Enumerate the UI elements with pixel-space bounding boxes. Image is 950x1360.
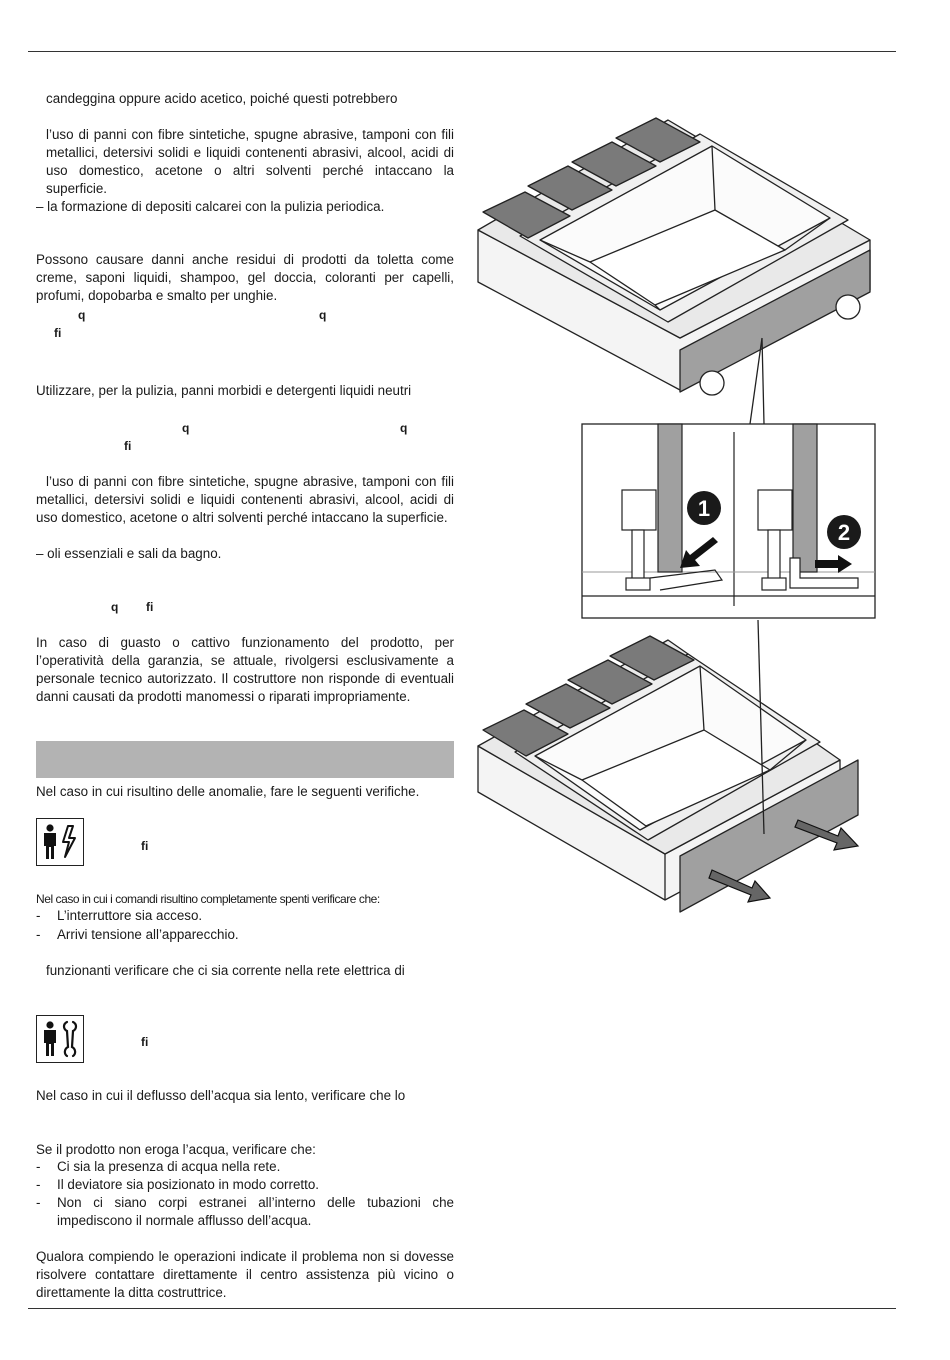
frag-q-2: q	[319, 308, 327, 322]
bullet-dash: -	[36, 908, 41, 923]
para-qualora: Qualora compiendo le operazioni indicate il problema non si dovesse risolvere contattare direttamente il centro assistenza più vicino o direttamente la ditta costruttrice.	[36, 1249, 454, 1300]
bullet-text: Non ci siano corpi estranei all’interno delle tubazioni che impediscono il normale afflusso dell’acqua.	[57, 1195, 454, 1228]
electrician-icon	[36, 818, 84, 866]
frag-q-1: q	[78, 308, 86, 322]
bullet-dash: -	[36, 1159, 41, 1174]
anomalie-intro: Nel caso in cui risultino delle anomalie, fare le seguenti verifiche.	[36, 784, 420, 799]
para-utilizzare: Utilizzare, per la pulizia, panni morbidi e detergenti liquidi neutri	[36, 383, 412, 398]
para-residui: Possono causare danni anche residui di prodotti da toletta come creme, saponi liquidi, shampoo, gel doccia, coloranti per capelli, profumi, dopobarba e smalto per unghie.	[36, 252, 454, 303]
bullet-text: Arrivi tensione all’apparecchio.	[57, 927, 239, 942]
bullet-dash: -	[36, 1195, 41, 1210]
shower-tray-illustration	[470, 100, 890, 920]
icon-plumber-fi: fi	[141, 1035, 149, 1049]
line-candeggina: candeggina oppure acido acetico, poiché questi potrebbero	[46, 91, 398, 106]
para-panni-2: l’uso di panni con fibre sintetiche, spugne abrasive, tamponi con fili metallici, detersivi solidi e liquidi contenenti abrasivi, alcool, acidi di uso domestico, acetone o altri solventi perché intaccano la superficie.	[36, 474, 454, 525]
bullet-text: L’interruttore sia acceso.	[57, 908, 203, 923]
frag-fi-1: fi	[54, 326, 62, 340]
section-heading-band	[36, 741, 454, 778]
bullet-dash: -	[36, 927, 41, 942]
line-deflusso: Nel caso in cui il deflusso dell’acqua sia lento, verificare che lo	[36, 1088, 406, 1103]
comandi-intro: Nel caso in cui i comandi risultino completamente spenti verificare che:	[36, 892, 380, 906]
step-1-label: 1	[697, 496, 711, 521]
bullet-text: Il deviatore sia posizionato in modo corretto.	[57, 1177, 320, 1192]
bullet-dash: -	[36, 1177, 41, 1192]
frag-q-5: q	[111, 600, 119, 614]
line-funzionanti: funzionanti verificare che ci sia corrente nella rete elettrica di	[46, 963, 405, 978]
para-guasto: In caso di guasto o cattivo funzionamento del prodotto, per l’operatività della garanzia, se attuale, rivolgersi esclusivamente a personale tecnico autorizzato. Il costruttore non risponde di eventuali danni causati da prodotti manomessi o riparati impropriamente.	[36, 635, 454, 704]
bullet-text: Ci sia la presenza di acqua nella rete.	[57, 1159, 281, 1174]
frag-fi-2: fi	[124, 439, 132, 453]
frag-q-4: q	[400, 421, 408, 435]
plumber-icon	[36, 1015, 84, 1063]
header-rule	[28, 51, 896, 52]
frag-q-3: q	[182, 421, 190, 435]
frag-fi-3: fi	[146, 600, 154, 614]
acqua-intro: Se il prodotto non eroga l’acqua, verificare che:	[36, 1142, 316, 1157]
step-2-label: 2	[837, 520, 851, 545]
item-calcare: – la formazione di depositi calcarei con la pulizia periodica.	[36, 199, 385, 214]
para-panni-1: l’uso di panni con fibre sintetiche, spugne abrasive, tamponi con fili metallici, detersivi solidi e liquidi contenenti abrasivi, alcool, acidi di uso domestico, acetone o altri solventi perché intaccano la superficie.	[46, 127, 454, 196]
item-oli: – oli essenziali e sali da bagno.	[36, 546, 222, 561]
icon-electric-fi: fi	[141, 839, 149, 853]
footer-rule	[28, 1308, 896, 1309]
